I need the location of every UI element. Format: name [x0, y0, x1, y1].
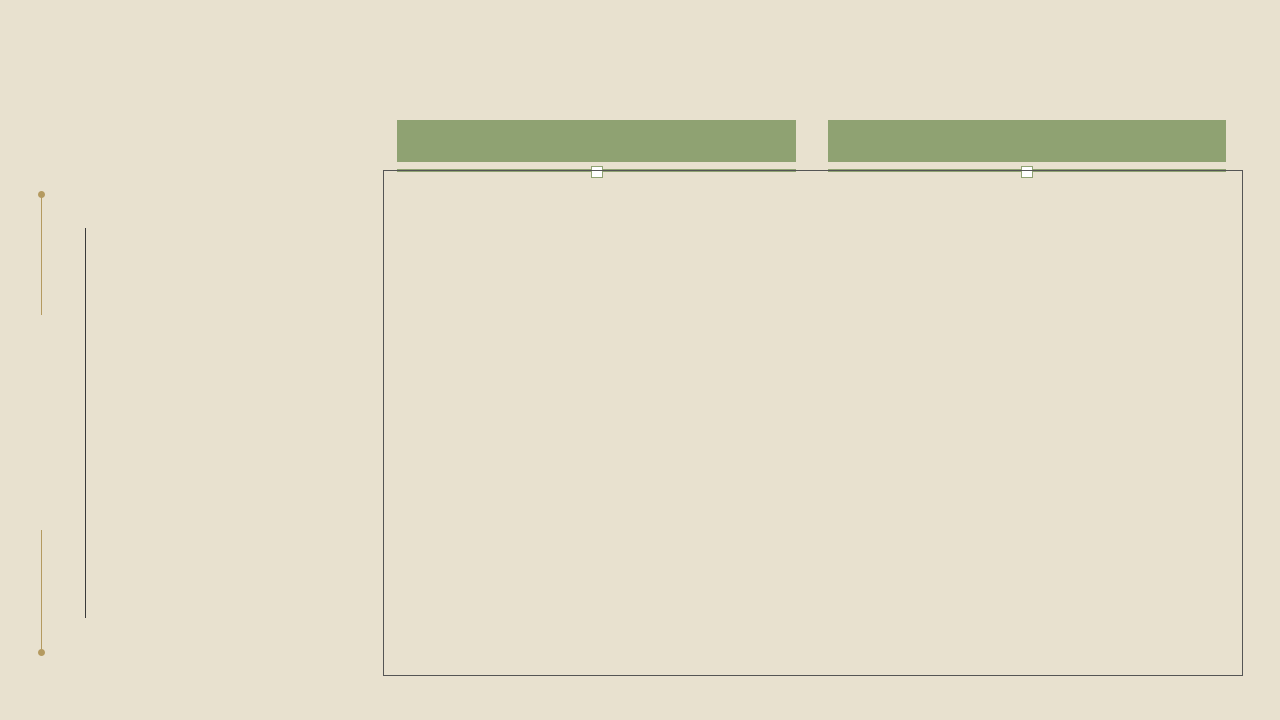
timeline-dot-bottom [38, 649, 45, 656]
strategy-table [383, 170, 1243, 676]
description-header [397, 120, 796, 162]
mitigation-header [828, 120, 1226, 162]
arrow-connector-line [85, 228, 86, 618]
timeline-line-bottom [41, 530, 42, 652]
timeline-line-top [41, 195, 42, 315]
